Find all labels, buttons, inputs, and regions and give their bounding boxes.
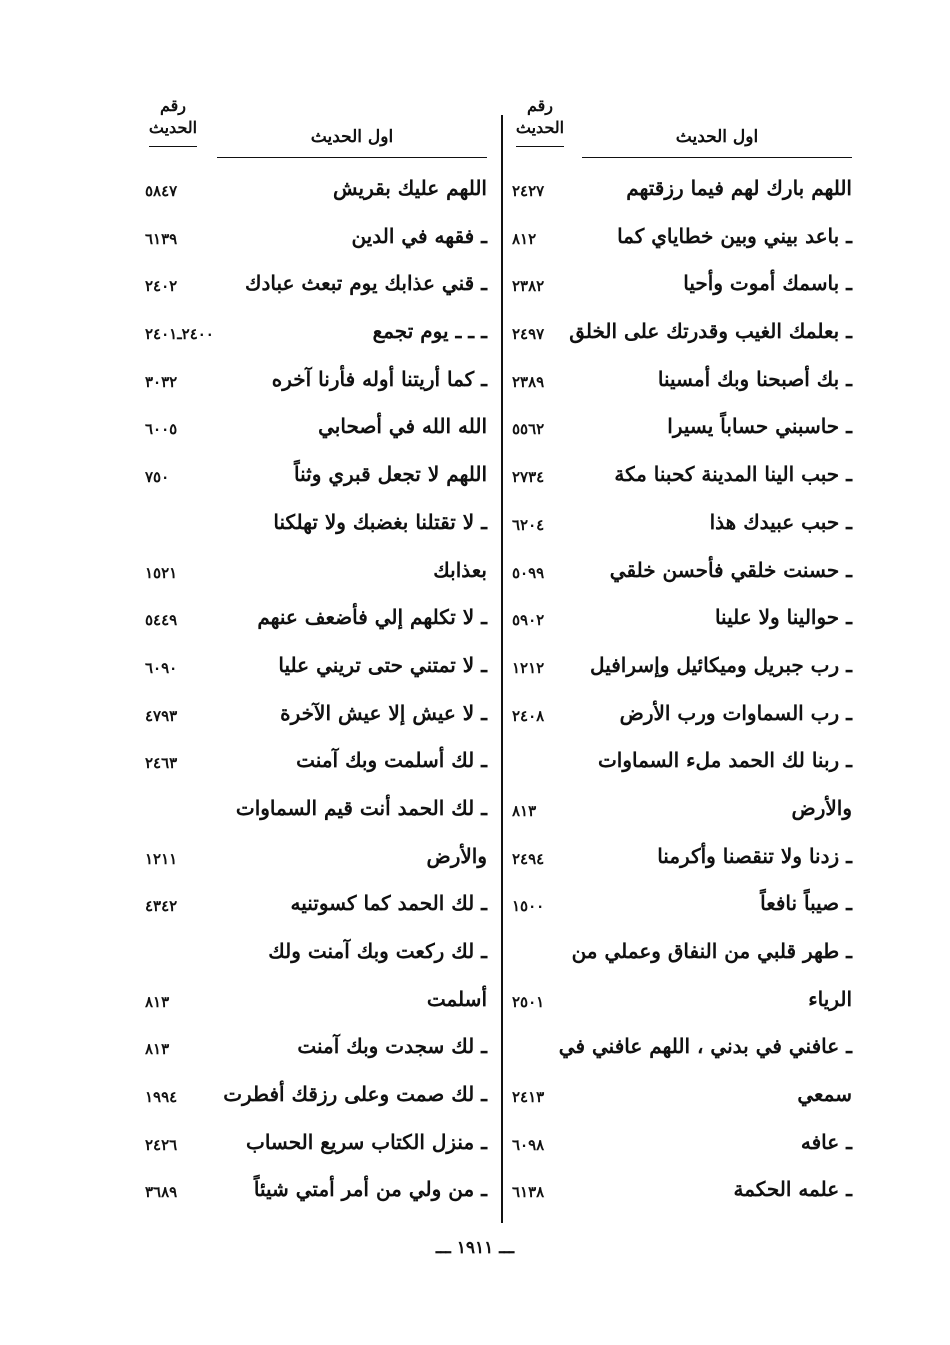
number-label-line1: رقم (526, 96, 554, 115)
hadith-opening-text: ـ بك أصبحنا وبك أمسينا (657, 366, 852, 391)
right-column (512, 95, 852, 1217)
hadith-entry (512, 740, 852, 788)
hadith-number: ٦٠٩٨ (512, 1135, 545, 1154)
hadith-opening-text: ـ لك ركعت وبك آمنت ولك (268, 939, 487, 963)
hadith-number: ٢٤٩٧ (512, 325, 545, 344)
hadith-entry (512, 931, 852, 979)
hadith-opening-text: ـ منزل الكتاب سريع الحساب (245, 1129, 487, 1154)
hadith-entry (145, 168, 487, 216)
hadith-number: ٥٥٦٢ (512, 420, 545, 439)
hadith-entry (512, 502, 852, 550)
column-header (512, 95, 852, 160)
hadith-number: ٨١٣ (512, 801, 537, 820)
hadith-number: ٢٣٨٩ (512, 372, 545, 391)
page-number: ـــ ١٩١١ ـــ (435, 1238, 515, 1258)
hadith-opening-text: ـ حبب عبيدك هذا (709, 509, 852, 534)
number-label-line1: رقم (159, 96, 187, 115)
hadith-entry (512, 406, 852, 454)
hadith-opening-text: ـ عافني في بدني ، اللهم عافني في (558, 1034, 852, 1059)
number-label-line2: الحديث (148, 118, 198, 137)
hadith-entry (512, 883, 852, 931)
hadith-entry (512, 1026, 852, 1074)
hadith-number: ١٥٠٠ (512, 897, 545, 916)
hadith-number: ١٥٢١ (145, 563, 178, 582)
hadith-opening-text: ـ قني عذابك يوم تبعث عبادك (245, 271, 487, 296)
hadith-opening-text: الله الله في أصحابي (318, 414, 487, 439)
hadith-entry (512, 979, 852, 1027)
hadith-entry (145, 502, 487, 550)
title-header-rule (217, 157, 487, 158)
hadith-number: ٢٤٠٨ (512, 706, 545, 725)
hadith-number: ٢٤١٣ (512, 1088, 545, 1107)
hadith-opening-text: والأرض (426, 843, 487, 868)
hadith-number: ١٩٩٤ (145, 1088, 178, 1107)
hadith-opening-text: ـ لك الحمد كما كسوتنيه (290, 891, 487, 916)
hadith-entry (512, 1074, 852, 1122)
hadith-entry (145, 597, 487, 645)
hadith-entry (145, 883, 487, 931)
hadith-opening-text: ـ حسنت خلقي فأحسن خلقي (609, 557, 852, 582)
hadith-number: ٦٠٠٥ (145, 420, 178, 439)
hadith-number: ٨١٢ (512, 229, 537, 248)
hadith-opening-text: ـ لك صمت وعلى رزقك أفطرت (223, 1082, 487, 1107)
hadith-opening-text: ـ لا عيش إلا عيش الآخرة (280, 700, 487, 725)
hadith-entry (145, 645, 487, 693)
hadith-entry (512, 263, 852, 311)
hadith-entry (512, 836, 852, 884)
hadith-entry (145, 788, 487, 836)
number-column-label (512, 95, 568, 139)
hadith-opening-text: ـ لا تقتلنا بغضبك ولا تهلكنا (273, 509, 487, 534)
number-label-line2: الحديث (515, 118, 565, 137)
hadith-opening-text: بعذابك (433, 557, 487, 582)
hadith-entry (512, 597, 852, 645)
hadith-number: ٣٦٨٩ (145, 1183, 178, 1202)
hadith-entry (145, 693, 487, 741)
column-divider (501, 115, 503, 1223)
left-column (145, 95, 487, 1217)
hadith-entry (145, 1122, 487, 1170)
hadith-entry (512, 788, 852, 836)
hadith-number: ٦٢٠٤ (512, 515, 545, 534)
hadith-opening-text: ـ من ولي من أمر أمتي شيئاً (253, 1177, 487, 1202)
hadith-entry (145, 216, 487, 264)
hadith-number: ٢٤٦٣ (145, 754, 178, 773)
hadith-number: ٤٧٩٣ (145, 706, 178, 725)
title-column-label: اول الحديث (310, 127, 394, 147)
hadith-opening-text: ـ لا تكلهم إلي فأضعف عنهم (257, 605, 487, 630)
hadith-opening-text: الرياء (808, 986, 852, 1011)
number-column-label (145, 95, 201, 139)
hadith-number: ٥٩٠٢ (512, 611, 545, 630)
hadith-opening-text: ـ صيباً نافعاً (760, 891, 852, 916)
hadith-opening-text: ـ باسمك أموت وأحيا (683, 271, 852, 296)
hadith-opening-text: والأرض (791, 795, 852, 820)
hadith-opening-text: ـ حبب الينا المدينة كحبنا مكة (614, 462, 852, 487)
hadith-opening-text: ـ زدنا ولا تنقصنا وأكرمنا (657, 843, 852, 868)
hadith-opening-text: ـ حاسبني حساباً يسيرا (667, 414, 852, 439)
hadith-number: ٦٠٩٠ (145, 658, 178, 677)
hadith-entry (512, 168, 852, 216)
hadith-opening-text: اللهم عليك بقريش (333, 176, 487, 200)
hadith-opening-text: ـ ربنا لك الحمد ملء السماوات (597, 748, 852, 773)
hadith-number: ٦١٣٩ (145, 229, 178, 248)
hadith-opening-text: ـ باعد بيني وبين خطاياي كما (617, 223, 852, 248)
hadith-entry (145, 979, 487, 1027)
hadith-number: ٨١٣ (145, 1040, 170, 1059)
hadith-number: ٥٠٩٩ (512, 563, 545, 582)
hadith-entry (145, 836, 487, 884)
hadith-entry (512, 550, 852, 598)
hadith-entry (145, 311, 487, 359)
hadith-number: ٣٠٣٢ (145, 372, 178, 391)
hadith-entry (512, 693, 852, 741)
hadith-number: ٢٤٠٠ـ٢٤٠١ (145, 325, 214, 344)
hadith-entry (145, 359, 487, 407)
hadith-opening-text: سمعي (797, 1082, 852, 1107)
title-column-label: اول الحديث (675, 127, 759, 147)
hadith-opening-text: ـ لك أسلمت وبك آمنت (296, 748, 487, 773)
hadith-opening-text: ـ رب جبريل وميكائيل وإسرافيل (590, 652, 852, 677)
hadith-opening-text: ـ رب السماوات ورب الأرض (619, 700, 852, 725)
hadith-opening-text: ـ لك الحمد أنت قيم السماوات (235, 795, 487, 820)
hadith-opening-text: ـ حوالينا ولا علينا (714, 605, 852, 630)
hadith-entry (145, 1074, 487, 1122)
hadith-number: ٢٤٢٧ (512, 182, 545, 200)
hadith-number: ٢٥٠١ (512, 992, 545, 1011)
hadith-opening-text: ـ علمه الحكمة (733, 1177, 852, 1202)
number-header-rule (516, 146, 564, 147)
hadith-entry (512, 454, 852, 502)
hadith-entry (145, 454, 487, 502)
hadith-entry (512, 216, 852, 264)
hadith-number: ١٢١١ (145, 849, 178, 868)
hadith-entry (145, 740, 487, 788)
hadith-number: ٦١٣٨ (512, 1183, 545, 1202)
hadith-number: ٢٣٨٢ (512, 277, 545, 296)
column-header (145, 95, 487, 160)
hadith-number: ٧٥٠ (145, 468, 170, 487)
hadith-opening-text: ـ ـ ـ يوم تجمع (372, 319, 487, 344)
hadith-opening-text: اللهم لا تجعل قبري وثناً (294, 462, 487, 487)
hadith-entry (145, 406, 487, 454)
hadith-opening-text: ـ لا تمتني حتى تريني عليا (278, 652, 487, 677)
hadith-entry (512, 645, 852, 693)
hadith-entry (145, 263, 487, 311)
hadith-opening-text: ـ عافه (800, 1129, 852, 1154)
number-header-rule (149, 146, 197, 147)
hadith-number: ٥٨٤٧ (145, 182, 178, 200)
hadith-entry (145, 550, 487, 598)
hadith-entry (145, 1026, 487, 1074)
hadith-opening-text: ـ كما أريتنا أوله فأرنا آخره (271, 366, 487, 391)
hadith-entry (512, 1169, 852, 1217)
hadith-number: ٢٧٣٤ (512, 468, 545, 487)
hadith-entry (512, 311, 852, 359)
hadith-opening-text: ـ بعلمك الغيب وقدرتك على الخلق (569, 319, 852, 344)
hadith-opening-text: ـ فقهه في الدين (351, 223, 487, 248)
hadith-opening-text: أسلمت (426, 986, 487, 1011)
entry-list (512, 168, 852, 1217)
title-header-rule (582, 157, 852, 158)
hadith-opening-text: ـ طهر قلبي من النفاق وعملي من (571, 939, 852, 963)
hadith-opening-text: ـ لك سجدت وبك آمنت (297, 1034, 487, 1059)
hadith-number: ٨١٣ (145, 992, 170, 1011)
hadith-number: ١٢١٢ (512, 658, 545, 677)
hadith-number: ٢٤٠٢ (145, 277, 178, 296)
hadith-entry (145, 1169, 487, 1217)
hadith-entry (512, 1122, 852, 1170)
hadith-number: ٤٣٤٢ (145, 897, 178, 916)
hadith-opening-text: اللهم بارك لهم فيما رزقتهم (626, 176, 852, 200)
entry-list (145, 168, 487, 1217)
hadith-entry (145, 931, 487, 979)
hadith-entry (512, 359, 852, 407)
hadith-number: ٥٤٤٩ (145, 611, 178, 630)
hadith-number: ٢٤٢٦ (145, 1135, 178, 1154)
hadith-number: ٢٤٩٤ (512, 849, 545, 868)
